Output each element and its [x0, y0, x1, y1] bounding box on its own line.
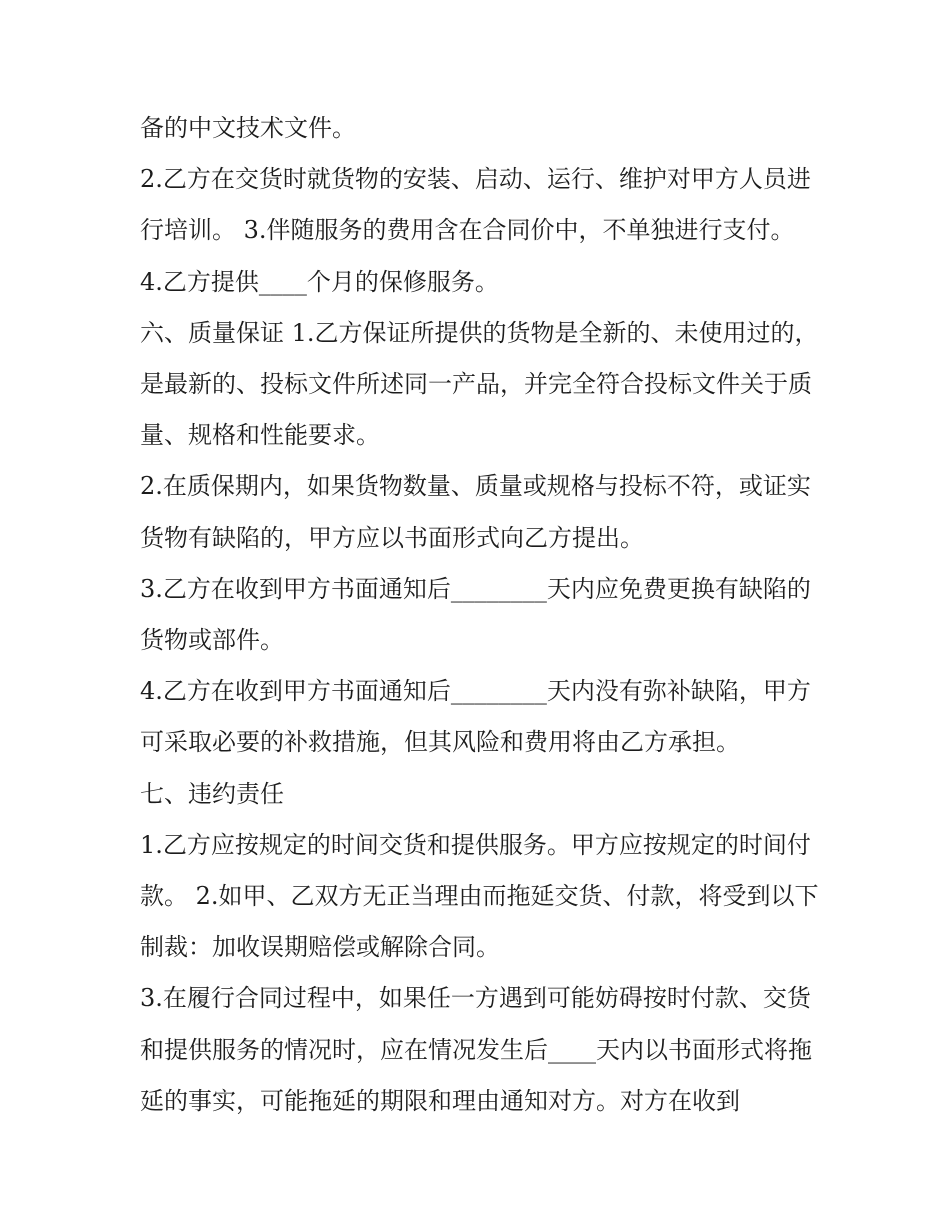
paragraph-9: 3.在履行合同过程中，如果任一方遇到可能妨碍按时付款、交货和提供服务的情况时，应在情况发生后____天内以书面形式将拖延的事实，可能拖延的期限和理由通知对方。对方在收到 [140, 984, 812, 1115]
section-heading: 七、违约责任 [140, 779, 284, 808]
paragraph-6: 4.乙方在收到甲方书面通知后________天内没有弥补缺陷，甲方可采取必要的补救措施，但其风险和费用将由乙方承担。 [140, 677, 811, 757]
paragraph-2: 2.乙方在交货时就货物的安装、启动、运行、维护对甲方人员进行培训。 3.伴随服务的费用含在合同价中，不单独进行支付。 4.乙方提供____个月的保修服务。 [140, 165, 811, 296]
paragraph-5: 3.乙方在收到甲方书面通知后________天内应免费更换有缺陷的货物或部件。 [140, 574, 811, 655]
document-body [140, 103, 820, 1127]
paragraph-4: 2.在质保期内，如果货物数量、质量或规格与投标不符，或证实货物有缺陷的，甲方应以书面形式向乙方提出。 [140, 472, 811, 552]
paragraph-1: 备的中文技术文件。 [140, 114, 356, 142]
paragraph-3: 六、质量保证 1.乙方保证所提供的货物是全新的、未使用过的，是最新的、投标文件所述同一产品，并完全符合投标文件关于质量、规格和性能要求。 [140, 318, 819, 450]
paragraph-8: 1.乙方应按规定的时间交货和提供服务。甲方应按规定的时间付款。 2.如甲、乙双方无正当理由而拖延交货、付款，将受到以下制裁：加收误期赔偿或解除合同。 [140, 830, 819, 962]
